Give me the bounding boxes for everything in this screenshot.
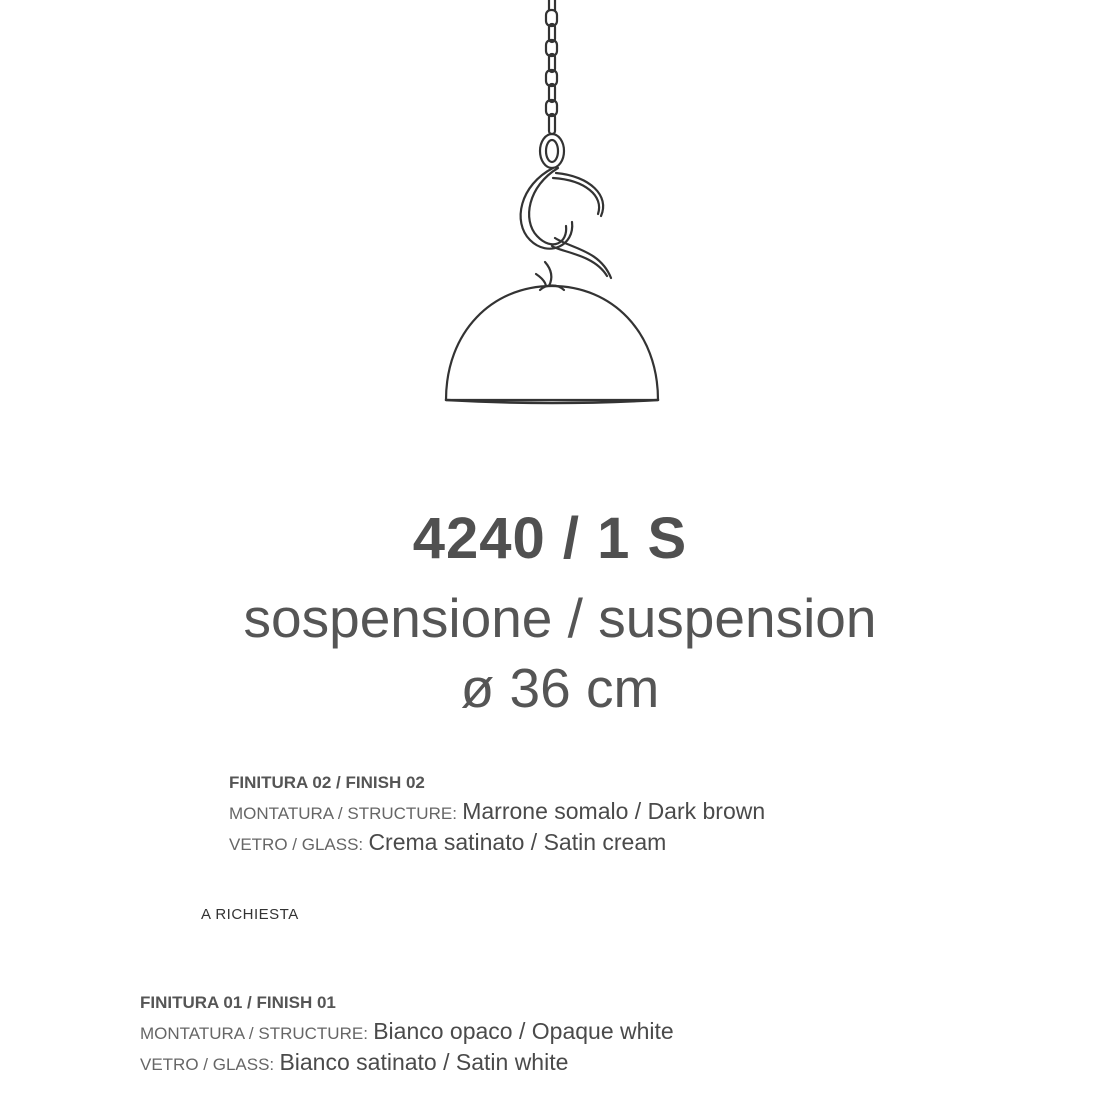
scroll-ornament — [521, 168, 611, 292]
glass-line — [229, 828, 765, 859]
product-type: sospensione / suspension — [243, 587, 877, 649]
glass-value: Bianco satinato / Satin white — [279, 1049, 569, 1075]
finish-heading: FINITURA 02 / FINISH 02 — [229, 773, 425, 792]
finish-01-block — [140, 988, 674, 1079]
structure-value: Bianco opaco / Opaque white — [373, 1018, 674, 1044]
structure-value: Marrone somalo / Dark brown — [462, 798, 766, 824]
finish-heading: FINITURA 01 / FINISH 01 — [140, 993, 336, 1012]
finish-02-block — [229, 768, 765, 859]
glass-label: VETRO / GLASS: — [140, 1055, 275, 1074]
on-request-note: A RICHIESTA — [201, 906, 299, 923]
pendant-lamp-drawing — [420, 0, 680, 420]
chain — [546, 0, 557, 134]
structure-line — [229, 797, 765, 828]
glass-value: Crema satinato / Satin cream — [368, 829, 667, 855]
glass-label: VETRO / GLASS: — [229, 835, 364, 854]
product-diameter: ø 36 cm — [460, 657, 660, 719]
structure-line — [140, 1017, 674, 1048]
dome-shade — [446, 286, 658, 404]
glass-line — [140, 1048, 674, 1079]
structure-label: MONTATURA / STRUCTURE: — [140, 1024, 368, 1043]
structure-label: MONTATURA / STRUCTURE: — [229, 804, 457, 823]
product-code: 4240 / 1 S — [412, 506, 688, 571]
